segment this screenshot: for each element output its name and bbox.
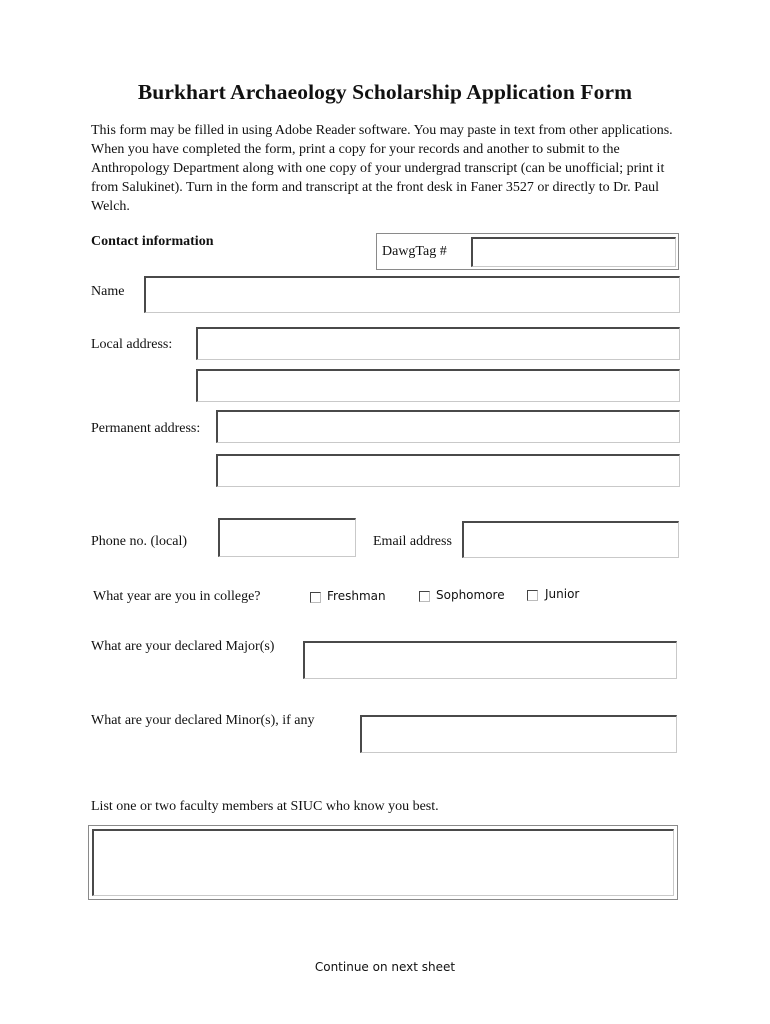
page-title: Burkhart Archaeology Scholarship Application Form (137, 80, 633, 104)
permanent-address-input-2[interactable] (216, 454, 680, 487)
contact-heading: Contact information (91, 234, 214, 249)
local-address-label: Local address: (91, 337, 173, 352)
phone-input[interactable] (218, 518, 356, 557)
permanent-address-label: Permanent address: (91, 421, 201, 436)
local-address-input-1[interactable] (196, 327, 680, 360)
intro-paragraph: This form may be filled in using Adobe Reader software. You may paste in text from other applications. When you have completed the form, print a copy for your records and another to submit to the Anthropology Department along with one copy of your undergrad transcript (can be unofficial; print it from Salukinet). Turn in the form and transcript at the front desk in Faner 3527 or directly to Dr. Paul Welch. (91, 123, 673, 214)
minor-input[interactable] (360, 715, 677, 753)
footer-note: Continue on next sheet (314, 960, 456, 974)
year-question: What year are you in college? (93, 589, 261, 604)
minor-label: What are your declared Minor(s), if any (91, 713, 315, 728)
faculty-label: List one or two faculty members at SIUC who know you best. (91, 799, 439, 814)
local-address-input-2[interactable] (196, 369, 680, 402)
sophomore-checkbox[interactable] (419, 591, 430, 602)
faculty-input[interactable] (92, 829, 674, 896)
freshman-label: Freshman (327, 589, 386, 603)
permanent-address-input-1[interactable] (216, 410, 680, 443)
name-input[interactable] (144, 276, 680, 313)
email-label: Email address (373, 534, 452, 549)
major-label: What are your declared Major(s) (91, 639, 275, 654)
freshman-checkbox[interactable] (310, 592, 321, 603)
faculty-frame (88, 825, 678, 900)
email-input[interactable] (462, 521, 679, 558)
junior-label: Junior (545, 587, 580, 601)
dawgtag-input[interactable] (471, 237, 676, 267)
phone-label: Phone no. (local) (91, 534, 188, 549)
sophomore-label: Sophomore (436, 588, 505, 602)
dawgtag-frame (376, 233, 679, 270)
dawgtag-label: DawgTag # (382, 244, 447, 259)
name-label: Name (91, 284, 125, 299)
junior-checkbox[interactable] (527, 590, 538, 601)
major-input[interactable] (303, 641, 677, 679)
